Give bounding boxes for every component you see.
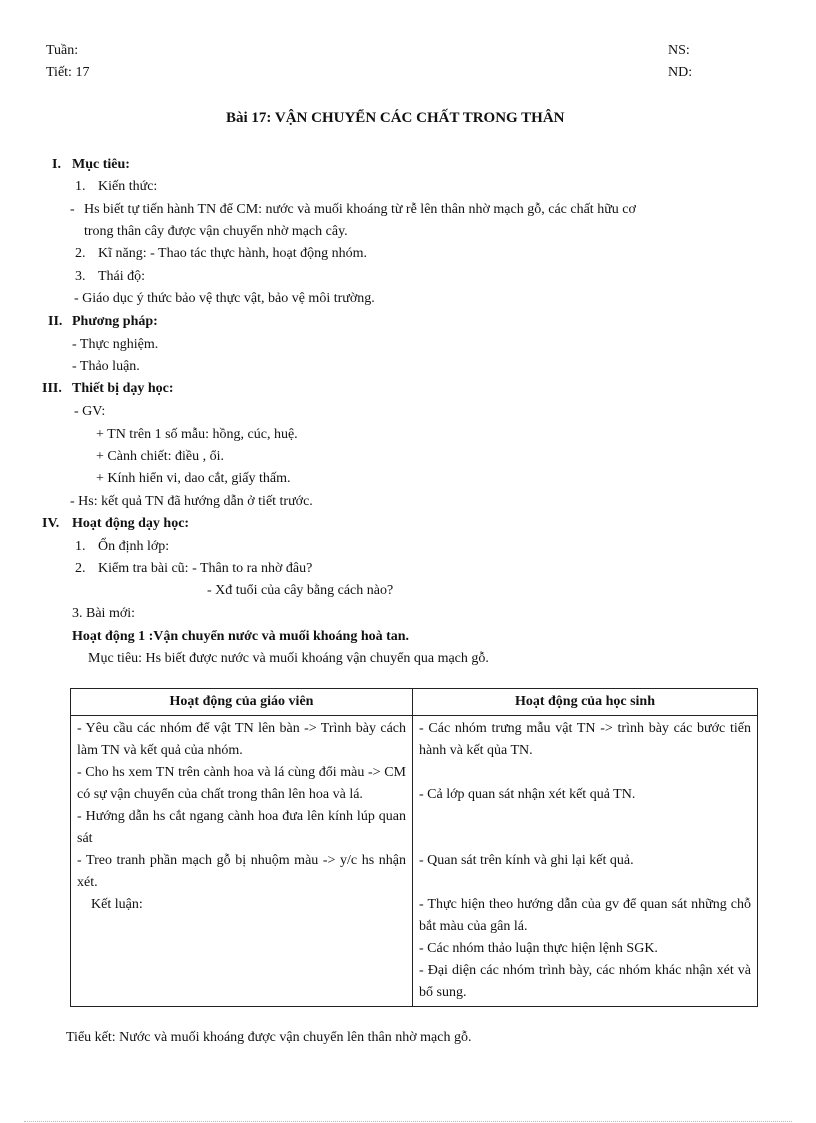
section-num-iv: IV. (42, 516, 60, 531)
section-heading-muc-tieu: Mục tiêu: (72, 157, 130, 172)
thai-do-line: - Giáo dục ý thức bảo vệ thực vật, bảo vệ môi trường. (74, 291, 375, 306)
kiem-tra-line-2: - Xđ tuổi của cây bằng cách nào? (207, 583, 394, 598)
thai-do-num: 3. (75, 269, 86, 284)
on-dinh-num: 1. (75, 539, 86, 554)
teacher-activity: - Hướng dẫn hs cắt ngang cành hoa đưa lên kính lúp quan sát (77, 809, 406, 846)
summary-line: Tiểu kết: Nước và muối khoáng được vận chuyển lên thân nhờ mạch gỗ. (66, 1030, 472, 1045)
lesson-title: Bài 17: VẬN CHUYỂN CÁC CHẤT TRONG THÂN (226, 110, 565, 126)
ki-nang-line: Kĩ năng: - Thao tác thực hành, hoạt động nhóm. (98, 246, 367, 261)
section-heading-thiet-bi: Thiết bị dạy học: (72, 381, 174, 396)
gv-label: - GV: (74, 404, 106, 419)
on-dinh-label: Ổn định lớp: (98, 539, 170, 554)
ki-nang-num: 2. (75, 246, 86, 261)
teacher-activity: - Treo tranh phần mạch gỗ bị nhuộm màu -> y/c hs nhận xét. (77, 853, 406, 890)
teacher-activity: - Yêu cầu các nhóm để vật TN lên bàn -> Trình bày cách làm TN và kết quả của nhóm. (77, 721, 406, 758)
hoat-dong-1-title: Hoạt động 1 :Vận chuyển nước và muối khoáng hoà tan. (72, 629, 410, 644)
bai-moi-label: 3. Bài mới: (72, 606, 136, 621)
page-bottom-divider (24, 1121, 792, 1122)
header-student: Hoạt động của học sinh (413, 689, 758, 716)
teacher-conclusion: Kết luận: (91, 897, 143, 912)
nd-label: ND: (668, 65, 693, 80)
gv-equipment-item: + TN trên 1 số mẫu: hồng, cúc, huệ. (96, 427, 298, 442)
kien-thuc-label: Kiến thức: (98, 179, 158, 194)
student-activities-cell (413, 716, 758, 1007)
hoat-dong-1-objective: Mục tiêu: Hs biết được nước và muối khoáng vận chuyển qua mạch gỗ. (88, 651, 489, 666)
section-heading-phuong-phap: Phương pháp: (72, 314, 158, 329)
kien-thuc-dash: - (70, 202, 75, 217)
period-label: Tiết: 17 (46, 65, 90, 80)
kiem-tra-num: 2. (75, 561, 86, 576)
section-num-iii: III. (42, 381, 62, 396)
phuong-phap-item: - Thực nghiệm. (72, 337, 159, 352)
section-num-i: I. (52, 157, 61, 172)
kien-thuc-num: 1. (75, 179, 86, 194)
student-activity: - Quan sát trên kính và ghi lại kết quả. (419, 853, 634, 868)
activity-table (70, 688, 758, 1007)
kien-thuc-line-1: Hs biết tự tiến hành TN để CM: nước và muối khoáng từ rễ lên thân nhờ mạch gỗ, các chất hữu cơ (84, 202, 636, 217)
kien-thuc-line-2: trong thân cây được vận chuyển nhờ mạch cây. (84, 224, 348, 239)
section-heading-hoat-dong: Hoạt động dạy học: (72, 516, 190, 531)
student-activity: - Các nhóm thảo luận thực hiện lệnh SGK. (419, 941, 658, 956)
teacher-activities-cell (71, 716, 413, 1007)
phuong-phap-item: - Thảo luận. (72, 359, 140, 374)
student-activity: - Cả lớp quan sát nhận xét kết quả TN. (419, 787, 636, 802)
kiem-tra-line-1: Kiểm tra bài cũ: - Thân to ra nhờ đâu? (98, 561, 313, 576)
table-header-row (71, 689, 758, 716)
spacer (419, 872, 751, 894)
week-label: Tuần: (46, 43, 79, 58)
gv-equipment-item: + Cành chiết: điều , ổi. (96, 449, 225, 464)
student-activity: - Đại diện các nhóm trình bày, các nhóm khác nhận xét và bổ sung. (419, 963, 751, 1000)
thai-do-label: Thái độ: (98, 269, 146, 284)
spacer (419, 762, 751, 784)
ns-label: NS: (668, 43, 690, 58)
section-num-ii: II. (48, 314, 63, 329)
hs-equipment-line: - Hs: kết quả TN đã hướng dẫn ở tiết trước. (70, 494, 313, 509)
spacer (419, 828, 751, 850)
gv-equipment-item: + Kính hiển vi, dao cắt, giấy thấm. (96, 471, 291, 486)
teacher-activity: - Cho hs xem TN trên cành hoa và lá cùng đổi màu -> CM có sự vận chuyển của chất trong thân lên hoa và lá. (77, 765, 406, 802)
table-row (71, 716, 758, 1007)
student-activity: - Thực hiện theo hướng dẫn của gv để quan sát những chỗ bắt màu của gân lá. (419, 897, 751, 934)
student-activity: - Các nhóm trưng mẫu vật TN -> trình bày các bước tiến hành và kết qủa TN. (419, 721, 751, 758)
spacer (419, 806, 751, 828)
header-teacher: Hoạt động của giáo viên (71, 689, 413, 716)
